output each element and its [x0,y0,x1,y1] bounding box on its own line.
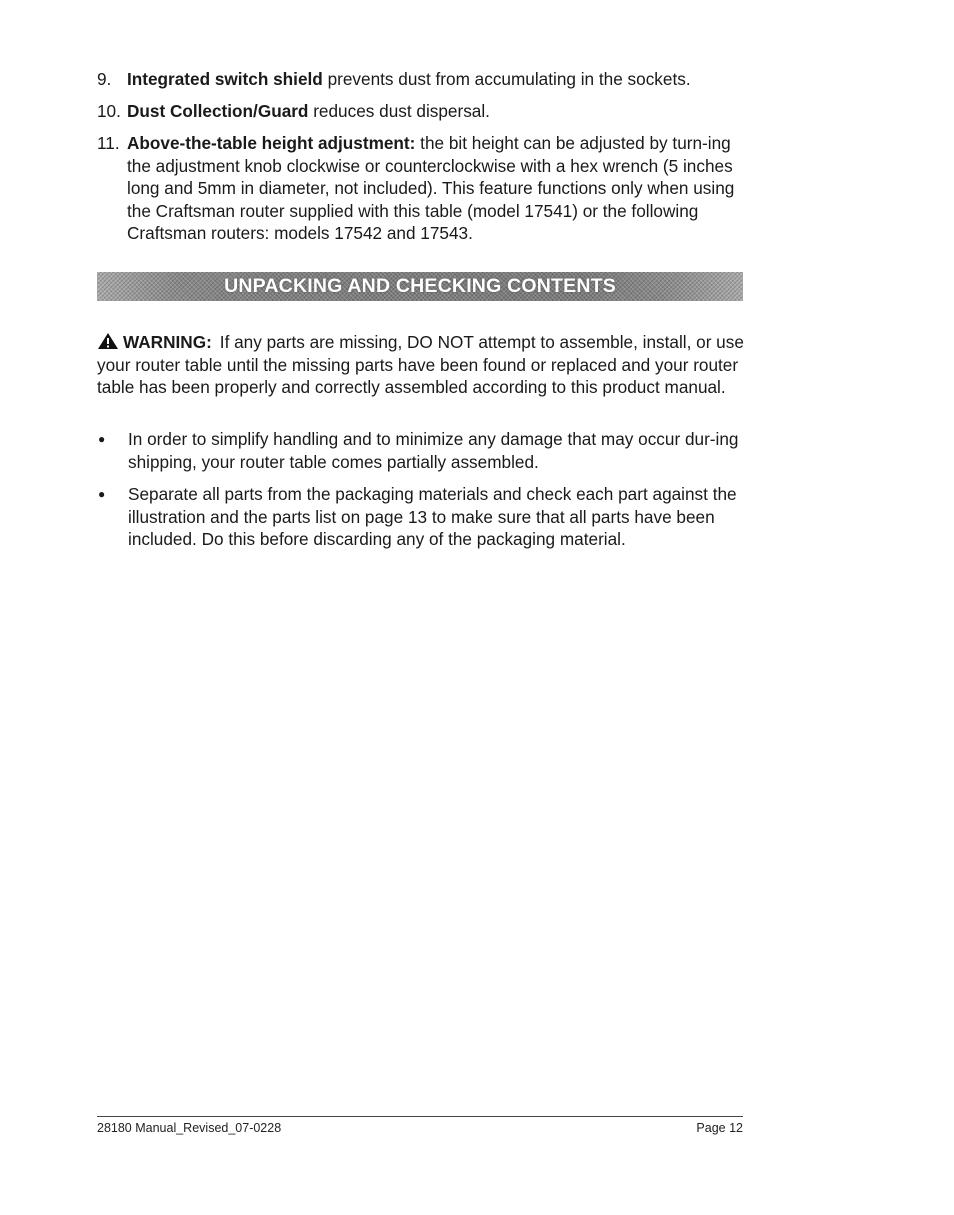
section-title: UNPACKING AND CHECKING CONTENTS [224,275,616,297]
item-body [127,132,747,245]
section-banner [97,272,743,301]
list-item [97,483,747,551]
list-item [97,428,747,473]
item-number: 9. [97,69,112,89]
item-body [127,68,747,91]
bullet-text: In order to simplify handling and to minimize any damage that may occur dur-ing shipping, your router table comes partially assembled. [128,429,739,472]
bullet-icon: ● [98,487,106,501]
list-item [97,68,747,91]
item-term: Above-the-table height adjustment: [127,133,416,153]
footer-doc-id: 28180 Manual_Revised_07-0228 [97,1121,282,1135]
bullet-list [97,428,747,561]
bullet-icon: ● [98,432,106,446]
feature-list [97,68,747,254]
list-item [97,100,747,123]
item-term: Integrated switch shield [127,69,323,89]
item-number: 10. [97,100,121,121]
warning-block [97,331,747,399]
item-text: the bit height can be adjusted by turn-ing the adjustment knob clockwise or counterclockwise with a hex wrench (5 inches long and 5mm in diameter, not included). This feature functions only when using the Craftsman router supplied with this table (model 17541) or the following Craftsman routers: models 17542 and 17543. [127,133,735,243]
item-text: reduces dust dispersal. [308,100,490,121]
item-number: 11. [97,133,120,153]
item-term: Dust Collection/Guard [127,100,309,121]
warning-text: If any parts are missing, DO NOT attempt to assemble, install, or use your router table until the missing parts have been found or replaced and your router table has been properly and correctly assembled according to this product manual. [97,332,744,397]
warning-triangle-icon [97,332,119,350]
bullet-text: Separate all parts from the packaging materials and check each part against the illustration and the parts list on page 13 to make sure that all parts have been included. Do this before discarding any of the packaging material. [128,484,737,549]
warning-label: WARNING: [123,332,212,352]
footer-divider [97,1116,743,1117]
footer-page-number: Page 12 [696,1121,743,1135]
item-body [127,100,747,123]
item-text: prevents dust from accumulating in the sockets. [322,69,691,89]
list-item [97,132,747,245]
